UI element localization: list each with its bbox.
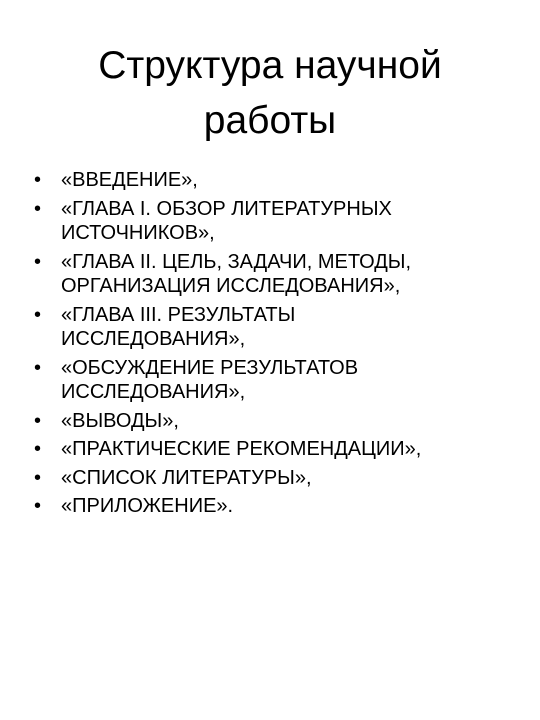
bullet-icon: • <box>34 356 42 379</box>
bullet-icon: • <box>34 197 42 220</box>
list-item-text: ИСТОЧНИКОВ», <box>61 222 215 244</box>
list-item-text: «ПРИЛОЖЕНИЕ». <box>61 495 234 517</box>
list-item-text: «ОБСУЖДЕНИЕ РЕЗУЛЬТАТОВ <box>61 356 359 379</box>
list-item-text: «ГЛАВА II. ЦЕЛЬ, ЗАДАЧИ, МЕТОДЫ, <box>61 250 412 273</box>
bullet-icon: • <box>34 303 42 326</box>
list-item-chapter-3 <box>34 303 520 352</box>
bullet-icon: • <box>34 169 42 191</box>
slide-title-line: работы <box>203 99 337 142</box>
list-item-text: ИССЛЕДОВАНИЯ», <box>61 328 246 350</box>
list-item-chapter-1 <box>34 197 520 246</box>
list-item-text: «ВЫВОДЫ», <box>61 409 179 432</box>
list-item-recommendations <box>34 437 520 462</box>
list-item-appendix <box>34 494 520 519</box>
bullet-icon: • <box>34 438 42 460</box>
list-item-text: «ВВЕДЕНИЕ», <box>61 169 198 191</box>
bullet-icon: • <box>34 495 42 517</box>
list-item-discussion <box>34 356 520 405</box>
list-item-text: ОРГАНИЗАЦИЯ ИССЛЕДОВАНИЯ», <box>61 275 401 297</box>
list-item-text: «ГЛАВА I. ОБЗОР ЛИТЕРАТУРНЫХ <box>61 197 392 220</box>
list-item-references <box>34 466 520 491</box>
list-item-text: ИССЛЕДОВАНИЯ», <box>61 381 246 403</box>
bullet-icon: • <box>34 466 42 489</box>
slide-title <box>40 38 500 148</box>
list-item-text: «СПИСОК ЛИТЕРАТУРЫ», <box>61 466 312 489</box>
slide-title-line: Структура научной <box>98 44 442 87</box>
list-item-chapter-2 <box>34 250 520 299</box>
list-item-text: «ПРАКТИЧЕСКИЕ РЕКОМЕНДАЦИИ», <box>61 438 422 460</box>
list-item-conclusions <box>34 409 520 434</box>
list-item-introduction <box>34 168 520 193</box>
bullet-icon: • <box>34 250 42 273</box>
list-item-text: «ГЛАВА III. РЕЗУЛЬТАТЫ <box>61 303 296 326</box>
bullet-icon: • <box>34 409 42 432</box>
bullet-list <box>34 168 520 523</box>
